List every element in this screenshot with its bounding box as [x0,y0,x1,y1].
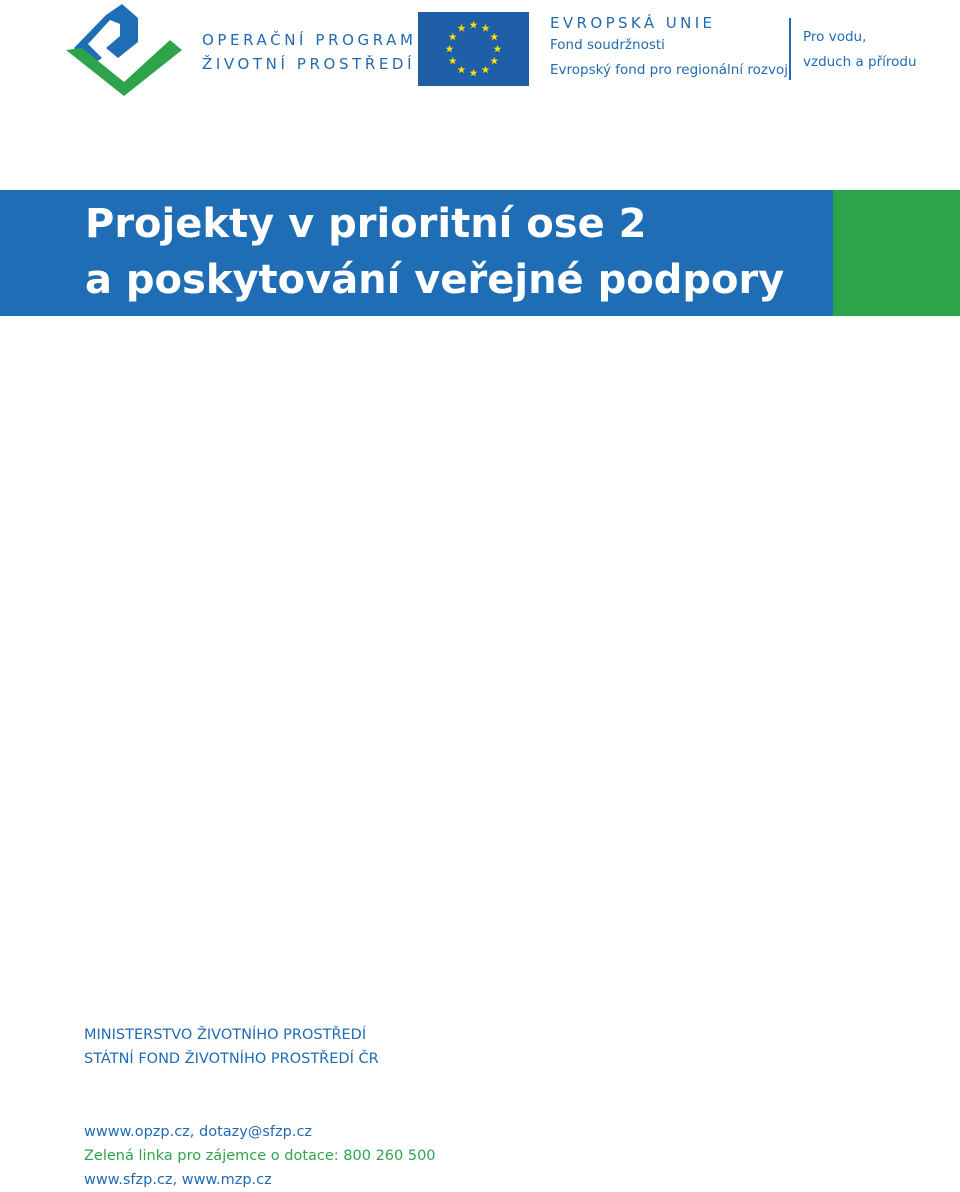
contact-web-email[interactable]: wwww.opzp.cz, dotazy@sfzp.cz [84,1124,313,1140]
opzp-line-1: OPERAČNÍ PROGRAM [202,31,417,49]
eu-fund-regional: Evropský fond pro regionální rozvoj [550,62,788,78]
eu-star-icon [482,66,490,74]
eu-star-icon [494,45,502,53]
opzp-wordmark [202,28,417,76]
org-ministry: MINISTERSTVO ŽIVOTNÍHO PROSTŘEDÍ [84,1027,367,1043]
eu-star-icon [446,45,454,53]
motto-line-2: vzduch a přírodu [803,54,917,70]
contacts [84,1120,436,1192]
eu-star-icon [470,69,478,77]
eu-star-icon [490,57,498,65]
eu-star-icon [490,33,498,41]
page-title [85,196,784,308]
opzp-logo-icon [66,2,184,96]
header-divider [789,18,791,80]
eu-star-icon [449,33,457,41]
eu-fund-cohesion: Fond soudržnosti [550,37,665,53]
eu-title: EVROPSKÁ UNIE [550,14,716,32]
organizations [84,1023,379,1071]
eu-star-icon [482,24,490,32]
eu-text-block [550,13,788,83]
motto-line-1: Pro vodu, [803,29,867,45]
eu-star-icon [470,21,478,29]
page-title-line-1: Projekty v prioritní ose 2 [85,201,647,247]
org-fund: STÁTNÍ FOND ŽIVOTNÍHO PROSTŘEDÍ ČR [84,1051,379,1067]
opzp-line-2: ŽIVOTNÍ PROSTŘEDÍ [202,55,416,73]
page-title-line-2: a poskytování veřejné podpory [85,257,785,303]
contact-websites[interactable]: www.sfzp.cz, www.mzp.cz [84,1172,272,1188]
motto [803,25,917,75]
eu-star-icon [449,57,457,65]
title-banner-accent [833,190,960,316]
contact-hotline: Zelená linka pro zájemce o dotace: 800 260 500 [84,1148,436,1164]
eu-star-icon [458,24,466,32]
eu-flag-icon [418,12,529,86]
eu-star-icon [458,66,466,74]
